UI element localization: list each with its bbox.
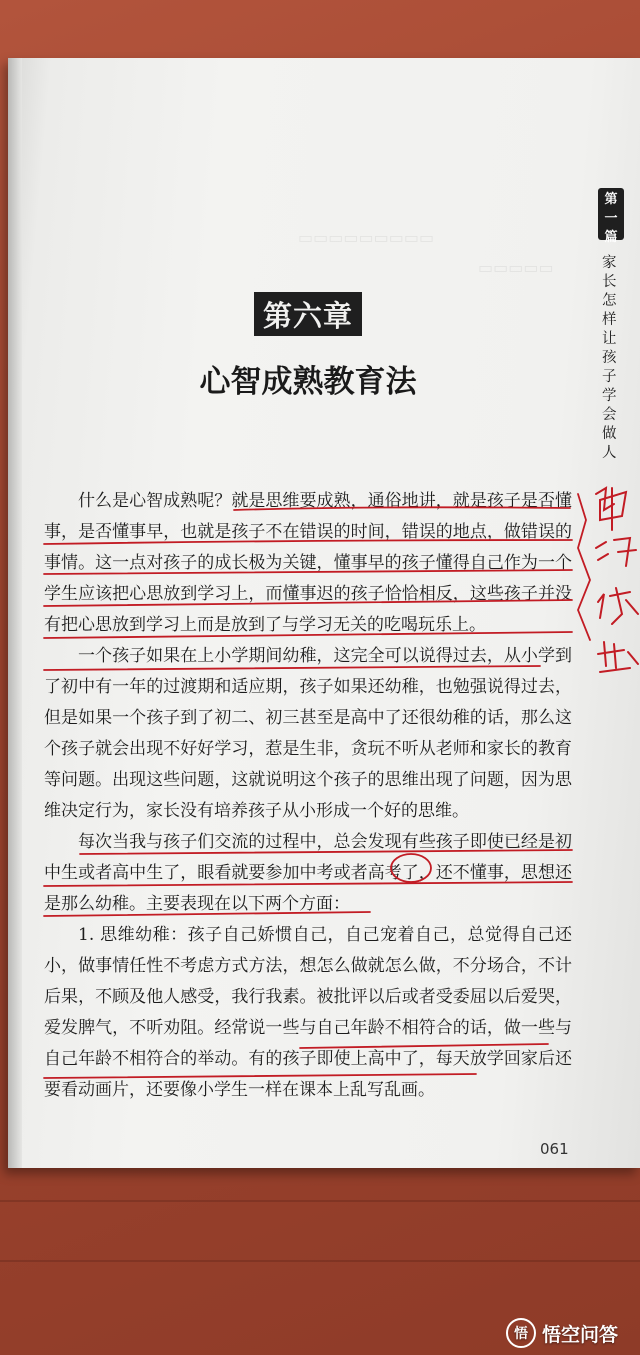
- side-tab: [592, 188, 626, 463]
- chapter-title: 心智成熟教育法: [199, 364, 417, 400]
- body-text: [44, 486, 572, 1106]
- paragraph: 什么是心智成熟呢？就是思维要成熟，通俗地讲，就是孩子是否懂事，是否懂事早，也就是孩子不在错误的时间，错误的地点，做错误的事情。这一点对孩子的成长极为关键，懂事早的孩子懂得自己作为一个学生应该把心思放到学习上，而懂事迟的孩子恰恰相反，这些孩子并没有把心思放到学习上而是放到了与学习无关的吃喝玩乐上。: [44, 491, 572, 635]
- paragraph: 1. 思维幼稚：孩子自己娇惯自己，自己宠着自己，总觉得自己还小，做事情任性不考虑方式方法，想怎么做就怎么做，不分场合，不计后果，不顾及他人感受，我行我素。被批评以后或者受委屈以后爱哭，爱发脾气，不听劝阻。经常说一些与自己年龄不相符合的话，做一些与自己年龄不相符合的举动。有的孩子即使上高中了，每天放学回家后还要看动画片，还要像小学生一样在课本上乱写乱画。: [44, 925, 572, 1100]
- badge-bottom: 篇: [604, 230, 618, 245]
- part-title: 家长怎样让孩子学会做人: [602, 255, 617, 461]
- paragraph: 每次当我与孩子们交流的过程中，总会发现有些孩子即使已经是初中生或者高中生了，眼看就要参加中考或者高考了，还不懂事，思想还是那么幼稚。主要表现在以下两个方面：: [44, 832, 572, 914]
- bleed-through-text: ▭▭▭▭▭▭▭▭▭: [298, 228, 435, 247]
- watermark-text: 悟空问答: [542, 1323, 619, 1346]
- page-spine-edge: [8, 58, 22, 1168]
- wood-grain: [0, 1200, 640, 1202]
- page-number: 061: [540, 1140, 569, 1158]
- watermark: [506, 1318, 618, 1348]
- part-badge: [598, 188, 624, 245]
- badge-top: 第: [604, 192, 618, 207]
- bleed-through-text: ▭▭▭▭▭: [478, 258, 554, 277]
- chapter-number: 第六章: [254, 292, 362, 336]
- wood-grain: [0, 1260, 640, 1262]
- paragraph: 一个孩子如果在上小学期间幼稚，这完全可以说得过去，从小学到了初中有一年的过渡期和适应期，孩子如果还幼稚，也勉强说得过去，但是如果一个孩子到了初二、初三甚至是高中了还很幼稚的话，那么这个孩子就会出现不好好学习，惹是生非，贪玩不听从老师和家长的教育等问题。出现这些问题，这就说明这个孩子的思维出现了问题，因为思维决定行为，家长没有培养孩子从小形成一个好的思维。: [44, 646, 572, 821]
- watermark-logo-icon: 悟: [506, 1318, 536, 1348]
- badge-mid: 一: [604, 211, 618, 226]
